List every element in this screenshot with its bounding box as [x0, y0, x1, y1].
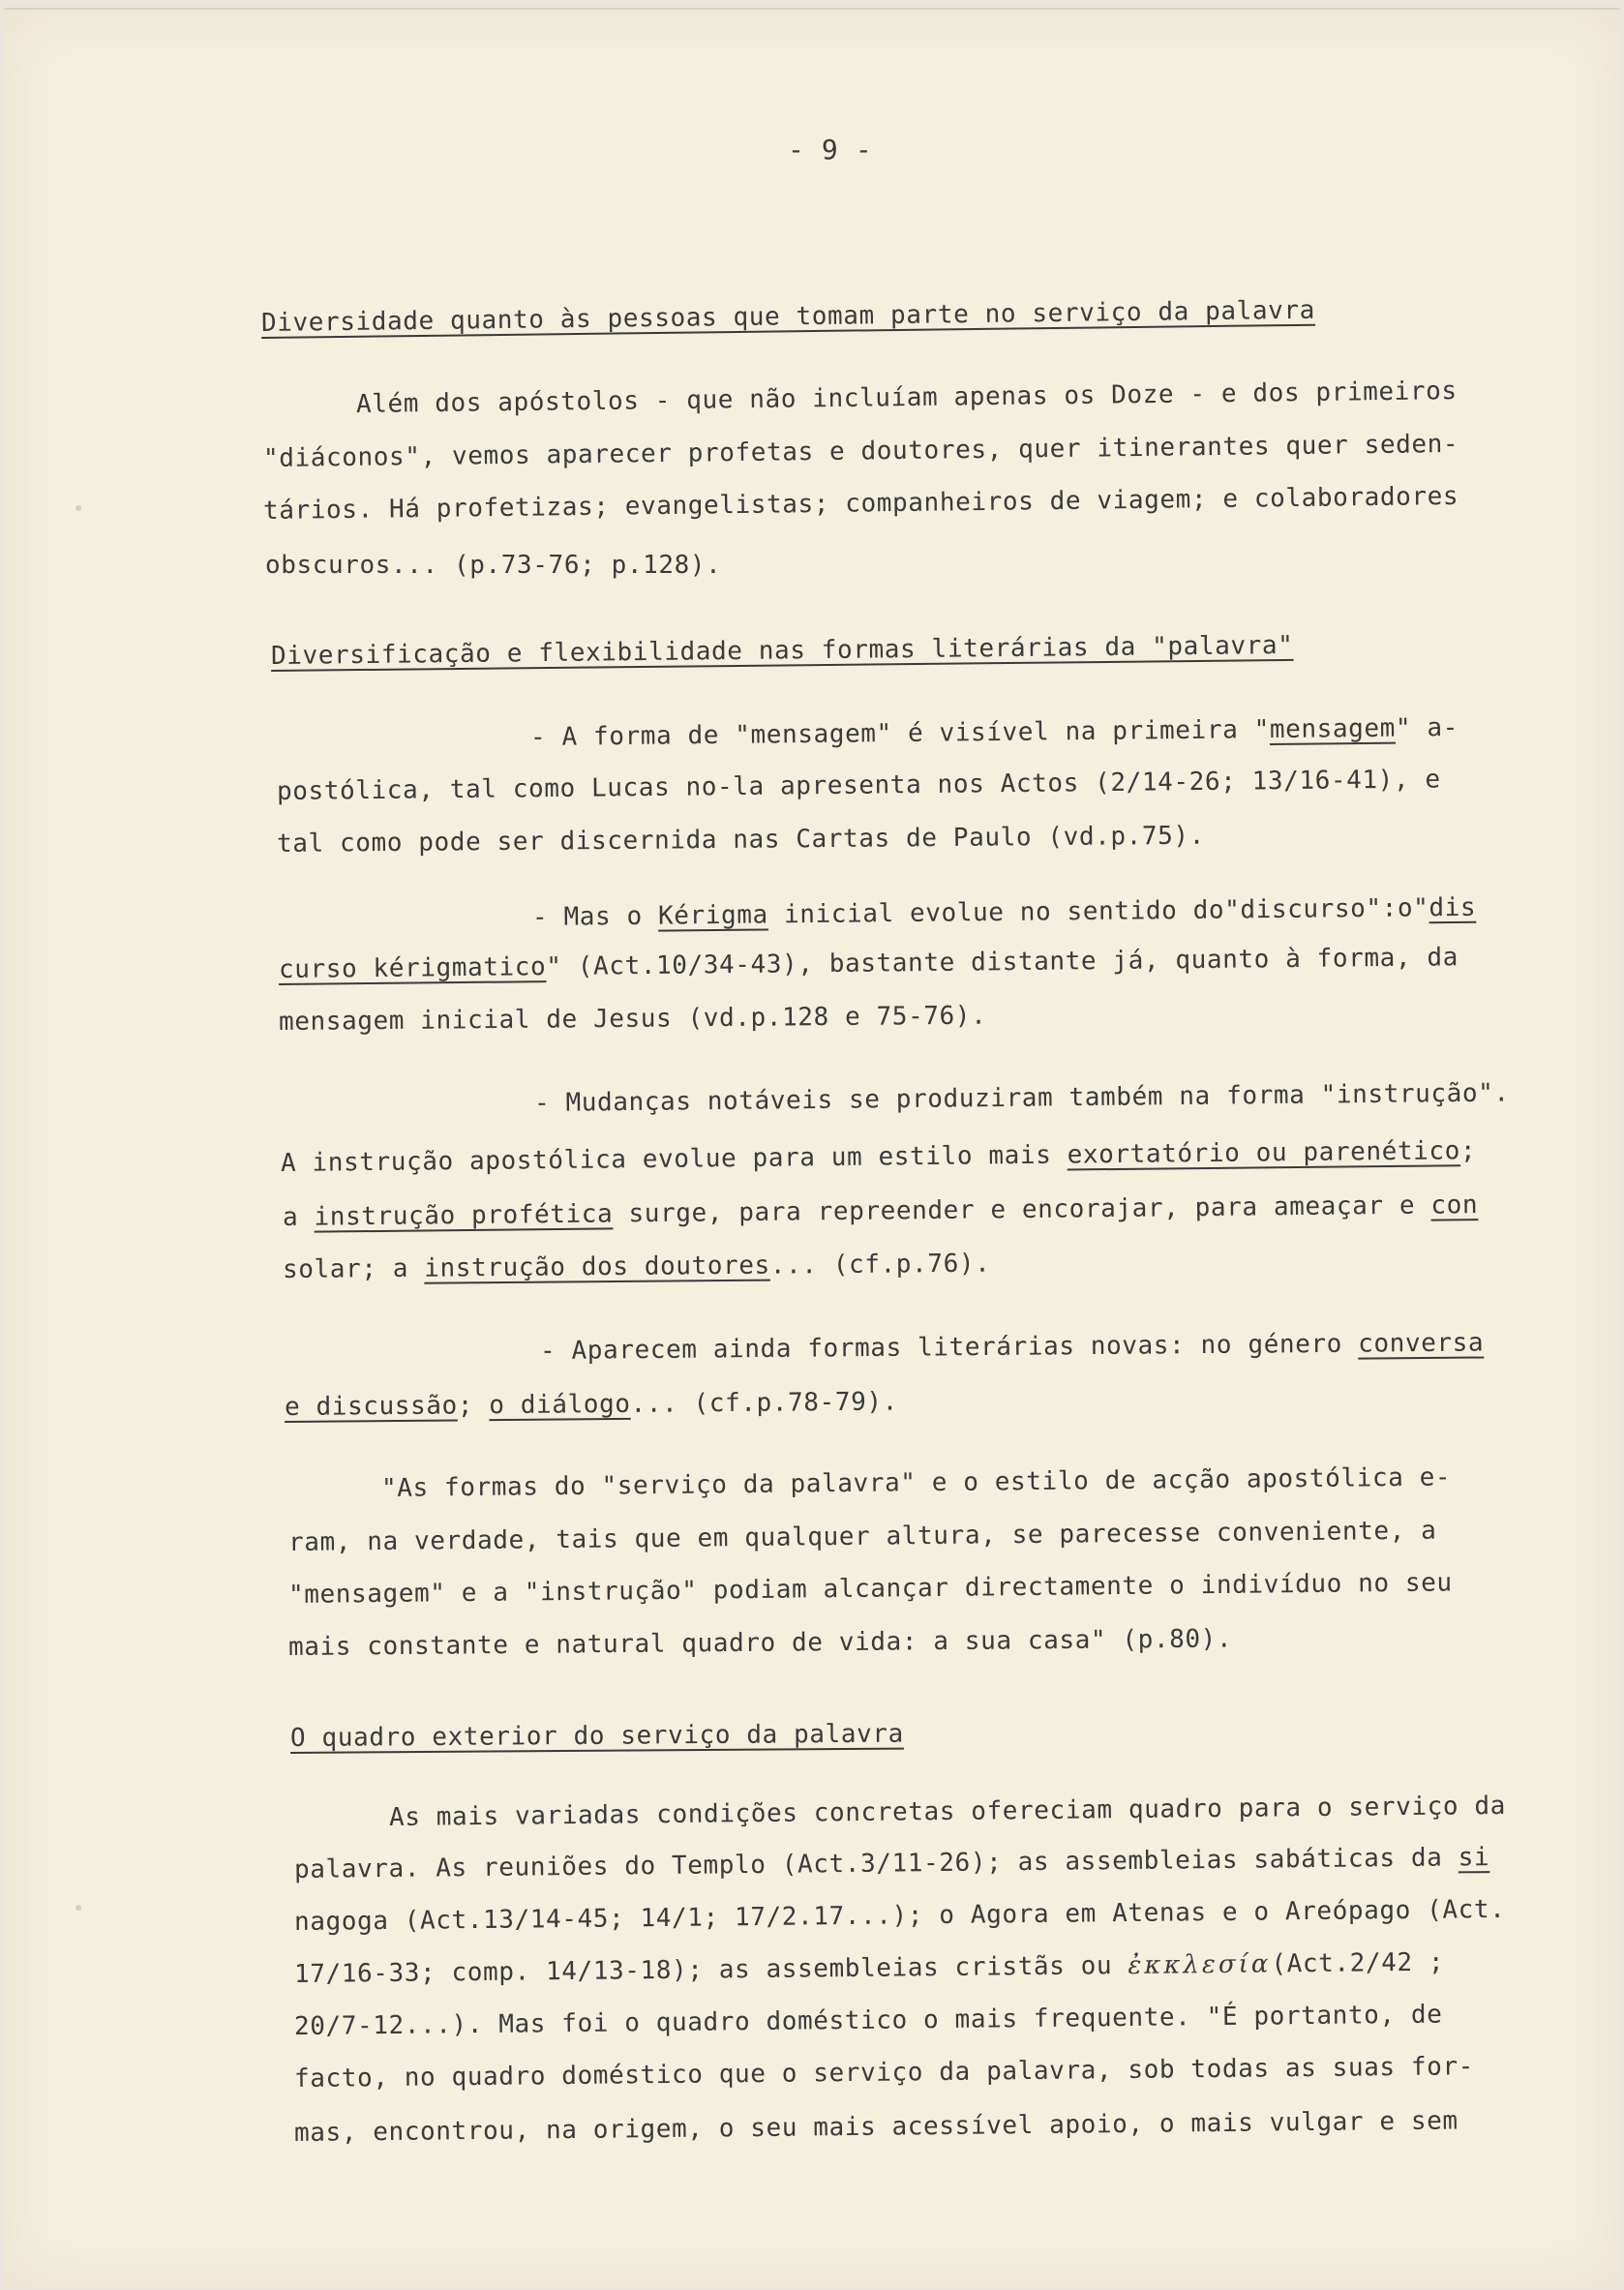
section-heading-diversificacao: Diversificação e flexibilidade nas formas literárias da "palavra"	[270, 630, 1294, 671]
text-line: mas, encontrou, na origem, o seu mais acessível apoio, o mais vulgar e sem	[293, 2106, 1459, 2148]
text-span: " a-	[1395, 712, 1459, 743]
underlined-term: si	[1458, 1843, 1490, 1873]
text-span: surge, para repreender e encorajar, para ameaçar e	[613, 1190, 1431, 1229]
quote-line: "As formas do "serviço da palavra" e o estilo de acção apostólica e-	[380, 1462, 1452, 1503]
text-line: nagoga (Act.13/14-45; 14/1; 17/2.17...); o Agora em Atenas e o Areópago (Act.	[293, 1894, 1506, 1937]
quote-line: "mensagem" e a "instrução" podiam alcançar directamente o indivíduo no seu	[287, 1568, 1453, 1610]
text-span: (Act.2/42 ;	[1271, 1947, 1445, 1979]
paragraph-kerigma-line-1	[532, 892, 1477, 933]
text-span: 17/16-33; comp. 14/13-18); as assembleias cristãs ou	[293, 1950, 1128, 1989]
underlined-term: dis	[1429, 892, 1477, 923]
text-span: ... (cf.p.76).	[769, 1249, 991, 1281]
text-span: ;	[457, 1391, 490, 1421]
underlined-term: e discussão	[284, 1391, 458, 1422]
text-line: facto, no quadro doméstico que o serviço da palavra, sob todas as suas for-	[293, 2052, 1475, 2094]
quote-line: ram, na verdade, tais que em qualquer altura, se parecesse conveniente, a	[287, 1516, 1437, 1557]
underlined-term: instrução profética	[314, 1199, 614, 1232]
underlined-term: conversa	[1358, 1328, 1485, 1359]
text-span: inicial evolue no sentido do"discurso":o"	[767, 893, 1429, 930]
text-line: mensagem inicial de Jesus (vd.p.128 e 75-76).	[278, 1001, 987, 1037]
text-span: " (Act.10/34-43), bastante distante já, quanto à forma, da	[546, 943, 1459, 982]
text-span: - Aparecem ainda formas literárias novas: no género	[539, 1329, 1359, 1366]
paragraph-instrucao-line-2	[281, 1135, 1477, 1179]
text-span: - Mas o	[531, 901, 659, 932]
paragraph-formas-novas-line-2	[285, 1386, 898, 1423]
document-page	[4, 8, 1620, 2288]
hole-punch-mark	[75, 505, 81, 511]
text-span: solar; a	[282, 1253, 425, 1284]
page-number: - 9 -	[788, 134, 873, 166]
underlined-term: instrução dos doutores	[424, 1250, 770, 1283]
text-span: a	[282, 1202, 315, 1232]
text-span: - A forma de "mensagem" é visível na primeira "	[529, 715, 1271, 752]
hole-punch-mark	[75, 1905, 81, 1911]
underlined-term: exortatório ou parenético	[1067, 1136, 1461, 1170]
text-line: obscuros... (p.73-76; p.128).	[265, 551, 722, 580]
text-line: 20/7-12...). Mas foi o quadro doméstico o mais frequente. "É portanto, de	[293, 2000, 1443, 2041]
paragraph-instrucao-line-3	[283, 1190, 1479, 1233]
paragraph-kerigma-line-2	[279, 942, 1459, 985]
text-span: ... (cf.p.78-79).	[630, 1387, 899, 1419]
text-span: palavra. As reuniões do Templo (Act.3/11-26); as assembleias sabáticas da	[293, 1843, 1459, 1884]
section-heading-diversidade: Diversidade quanto às pessoas que tomam parte no serviço da palavra	[260, 295, 1316, 338]
section-heading-quadro-exterior: O quadro exterior do serviço da palavra	[289, 1719, 904, 1753]
paragraph-quadro-line-4	[294, 1947, 1444, 1990]
paragraph-quadro-line-2	[294, 1842, 1490, 1885]
text-line: postólica, tal como Lucas no-la apresenta nos Actos (2/14-26; 13/16-41), e	[276, 765, 1441, 806]
quote-line: mais constante e natural quadro de vida: a sua casa" (p.80).	[287, 1624, 1233, 1662]
paragraph-instrucao-line-4	[283, 1249, 991, 1285]
paragraph-mensagem-line-1	[530, 712, 1459, 753]
text-line: Além dos apóstolos - que não incluíam apenas os Doze - e dos primeiros	[355, 377, 1458, 419]
underlined-term: Kérigma	[657, 900, 768, 931]
text-line: tal como pode ser discernida nas Cartas de Paulo (vd.p.75).	[276, 821, 1206, 859]
underlined-term: curso kérigmatico	[278, 952, 547, 984]
underlined-term: con	[1430, 1190, 1479, 1220]
text-span: A instrução apostólica evolue para um estilo mais	[280, 1140, 1068, 1178]
underlined-term: o diálogo	[489, 1389, 631, 1421]
underlined-term: mensagem	[1269, 713, 1397, 744]
text-line: "diáconos", vemos aparecer profetas e doutores, quer itinerantes quer seden-	[262, 429, 1459, 473]
paragraph-formas-novas-line-1	[540, 1327, 1484, 1367]
text-line: As mais variadas condições concretas ofereciam quadro para o serviço da	[388, 1791, 1507, 1832]
text-line: - Mudanças notáveis se produziram também na forma "instrução".	[533, 1078, 1510, 1118]
greek-word: ἐκκλεσία	[1128, 1949, 1272, 1980]
text-span: ;	[1459, 1136, 1477, 1166]
text-line: tários. Há profetizas; evangelistas; companheiros de viagem; e colaboradores	[262, 481, 1459, 526]
